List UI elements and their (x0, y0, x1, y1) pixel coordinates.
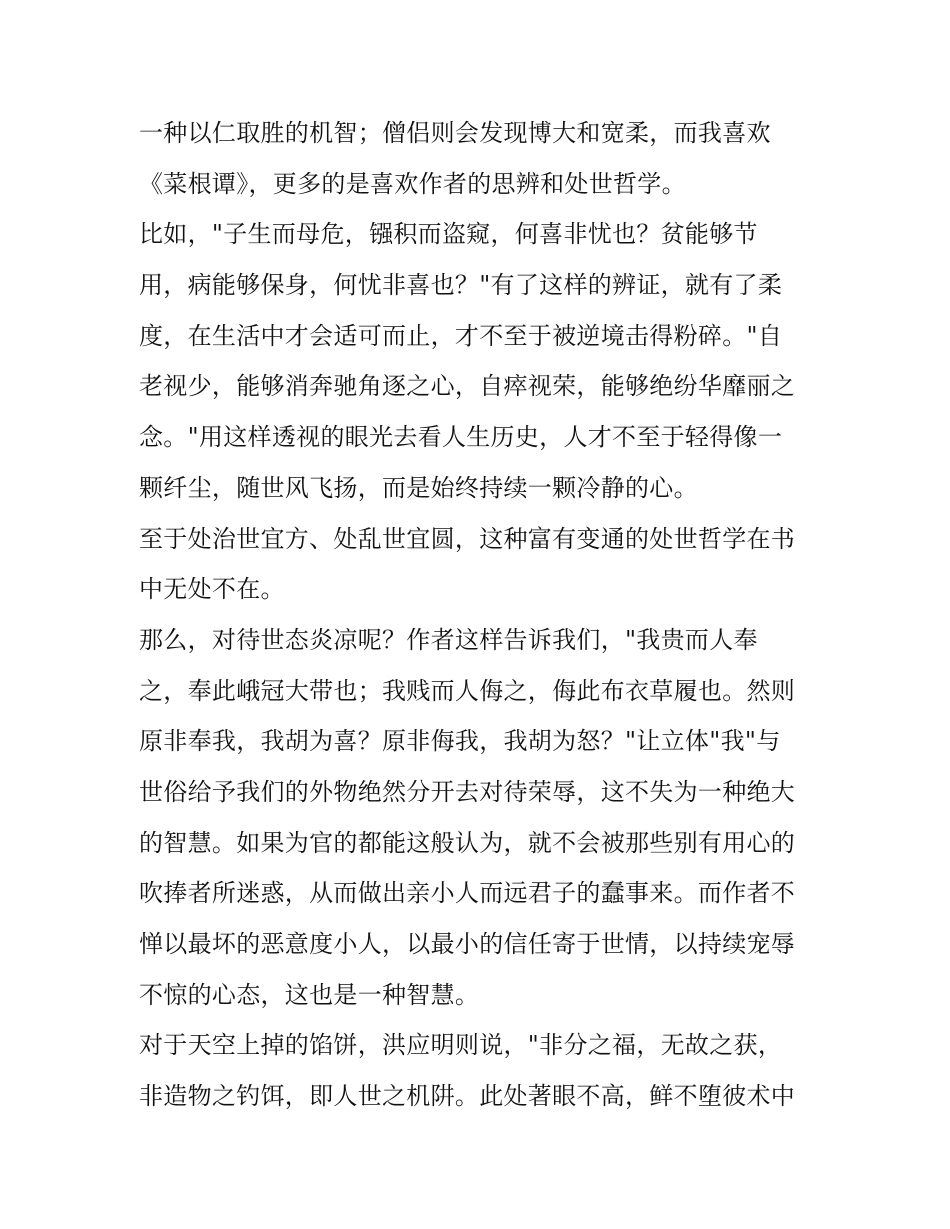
text-line: 中无处不在。 (139, 575, 285, 604)
text-line: 老视少，能够消奔驰角逐之心，自瘁视荣，能够绝纷华靡丽之 (139, 372, 796, 401)
text-line: 比如，"子生而母危，镪积而盗窥，何喜非忧也？贫能够节 (139, 220, 758, 249)
text-line: 至于处治世宜方、处乱世宜圆，这种富有变通的处世哲学在书 (139, 524, 796, 553)
body-text (139, 108, 829, 1122)
text-line: 念。"用这样透视的眼光去看人生历史，人才不至于轻得像一 (139, 423, 783, 452)
text-line: 对于天空上掉的馅饼，洪应明则说，"非分之福，无故之获， (139, 1031, 783, 1060)
text-line: 的智慧。如果为官的都能这般认为，就不会被那些别有用心的 (139, 828, 796, 857)
text-line: 惮以最坏的恶意度小人，以最小的信任寄于世情，以持续宠辱 (139, 930, 796, 958)
text-line: 不惊的心态，这也是一种智慧。 (139, 980, 480, 1009)
text-line: 原非奉我，我胡为喜？原非侮我，我胡为怒？"让立体"我"与 (139, 727, 781, 756)
text-line: 非造物之钓饵，即人世之机阱。此处著眼不高，鲜不堕彼术中 (139, 1082, 796, 1111)
text-line: 一种以仁取胜的机智；僧侣则会发现博大和宽柔，而我喜欢 (139, 119, 771, 147)
text-line: 那么，对待世态炎凉呢？作者这样告诉我们，"我贵而人奉 (139, 625, 758, 654)
text-line: 吹捧者所迷惑，从而做出亲小人而远君子的蠢事来。而作者不 (139, 879, 796, 908)
text-line: 度，在生活中才会适可而止，才不至于被逆境击得粉碎。"自 (139, 321, 783, 350)
text-line: 《菜根谭》，更多的是喜欢作者的思辨和处世哲学。 (139, 169, 686, 198)
text-line: 颗纤尘，随世风飞扬，而是始终持续一颗冷静的心。 (139, 473, 698, 502)
text-line: 世俗给予我们的外物绝然分开去对待荣辱，这不失为一种绝大 (139, 777, 796, 806)
text-line: 用，病能够保身，何忧非喜也？"有了这样的辨证，就有了柔 (139, 271, 783, 300)
text-line: 之，奉此峨冠大带也；我贱而人侮之，侮此布衣草履也。然则 (139, 676, 796, 705)
